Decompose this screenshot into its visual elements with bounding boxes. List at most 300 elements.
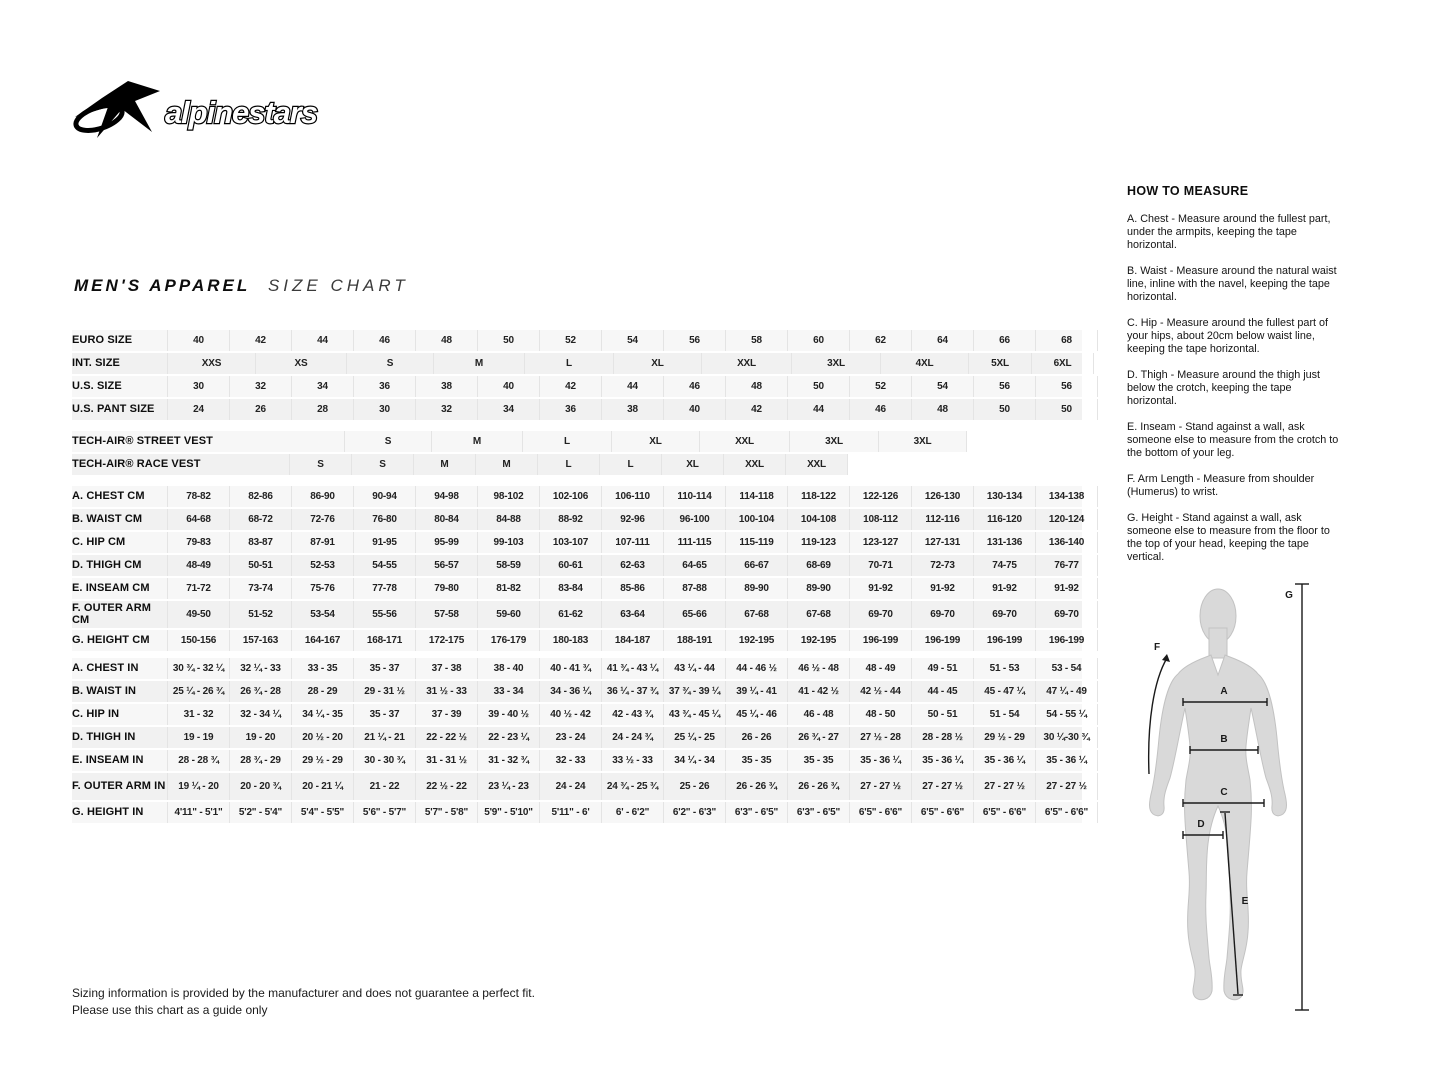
figure-label-c: C — [1220, 787, 1228, 798]
table-cell: 32 — [229, 376, 291, 397]
row-label: D. THIGH IN — [72, 730, 136, 743]
table-row — [72, 773, 1087, 800]
figure-label-b: B — [1220, 734, 1228, 745]
table-cell: 196-199 — [849, 630, 911, 651]
table-cell: 94-98 — [415, 486, 477, 507]
table-cell: 46 ½ - 48 — [787, 658, 849, 679]
table-cell: 54-55 — [353, 555, 415, 576]
table-cell: 40 — [167, 330, 229, 351]
table-cell: 5'7" - 5'8" — [415, 802, 477, 823]
table-cell: 49-50 — [167, 601, 229, 628]
table-cell: 5'9" - 5'10" — [477, 802, 539, 823]
table-cell: 77-78 — [353, 578, 415, 599]
table-cell: L — [522, 431, 611, 452]
table-cell: 56 — [1035, 376, 1098, 397]
table-cell: 91-92 — [973, 578, 1035, 599]
table-cell: 32 ¼ - 33 — [229, 658, 291, 679]
table-cell: 28 - 28 ½ — [911, 727, 973, 748]
table-cell: 92-96 — [601, 509, 663, 530]
table-cell: 6'3" - 6'5" — [725, 802, 787, 823]
figure-label-d: D — [1197, 819, 1205, 830]
table-cell: 48 — [415, 330, 477, 351]
table-cell: 69-70 — [911, 601, 973, 628]
table-row — [72, 727, 1090, 748]
row-label: A. CHEST IN — [72, 661, 139, 674]
table-cell: 73-74 — [229, 578, 291, 599]
table-cell: 22 ½ - 22 — [415, 773, 477, 800]
page-title — [74, 276, 409, 296]
table-cell: 52 — [849, 376, 911, 397]
table-cell: 30 - 30 ¾ — [353, 750, 415, 771]
table-cell: 188-191 — [663, 630, 725, 651]
table-row — [72, 353, 1082, 374]
row-label: U.S. SIZE — [72, 379, 122, 392]
table-cell: 69-70 — [1035, 601, 1098, 628]
table-cell: 95-99 — [415, 532, 477, 553]
table-cell: 42 — [229, 330, 291, 351]
table-cell: 5'6" - 5'7" — [353, 802, 415, 823]
table-cell: 69-70 — [849, 601, 911, 628]
table-cell: 33 - 34 — [477, 681, 539, 702]
page-title-primary: MEN'S APPAREL — [74, 276, 251, 295]
table-cell: 54 — [601, 330, 663, 351]
table-cell: 20 - 20 ¾ — [229, 773, 291, 800]
table-cell: 98-102 — [477, 486, 539, 507]
table-cell: 50 — [477, 330, 539, 351]
table-cell: 71-72 — [167, 578, 229, 599]
table-row — [72, 376, 1082, 397]
table-cell: 37 - 39 — [415, 704, 477, 725]
row-label: C. HIP IN — [72, 707, 120, 720]
row-label: U.S. PANT SIZE — [72, 402, 155, 415]
table-cell: 4XL — [880, 353, 968, 374]
table-cell: 79-80 — [415, 578, 477, 599]
table-cell: 184-187 — [601, 630, 663, 651]
table-cell: 118-122 — [787, 486, 849, 507]
table-row — [72, 330, 1082, 351]
table-cell: 48 - 49 — [849, 658, 911, 679]
table-cell: 107-111 — [601, 532, 663, 553]
table-cell: 83-87 — [229, 532, 291, 553]
table-cell: 52-53 — [291, 555, 353, 576]
table-cell: 6'3" - 6'5" — [787, 802, 849, 823]
table-cell: XL — [611, 431, 699, 452]
table-row — [72, 578, 1082, 599]
table-cell: 27 - 27 ½ — [1035, 773, 1098, 800]
table-cell: 26 - 26 — [725, 727, 787, 748]
table-cell: 50 - 51 — [911, 704, 973, 725]
empty-cell — [847, 454, 1092, 475]
table-cell: 30 ¼-30 ¾ — [1035, 727, 1098, 748]
table-cell: 21 ¼ - 21 — [353, 727, 415, 748]
table-cell: 168-171 — [353, 630, 415, 651]
table-cell: 24 - 24 — [539, 773, 601, 800]
table-cell: XXL — [785, 454, 847, 475]
row-label: TECH-AIR® RACE VEST — [72, 457, 201, 470]
table-cell: 28 - 29 — [291, 681, 353, 702]
row-label: G. HEIGHT IN — [72, 805, 144, 818]
table-cell: 52 — [539, 330, 601, 351]
table-cell: 36 — [353, 376, 415, 397]
table-cell: XXL — [723, 454, 785, 475]
measurement-figure — [1140, 572, 1440, 1022]
table-cell: 50 — [787, 376, 849, 397]
table-cell: 180-183 — [539, 630, 601, 651]
table-cell: 40 ½ - 42 — [539, 704, 601, 725]
table-cell: 103-107 — [539, 532, 601, 553]
table-cell: 127-131 — [911, 532, 973, 553]
alpinestars-star-icon — [73, 81, 160, 138]
table-cell: 126-130 — [911, 486, 973, 507]
table-cell: 36 — [539, 399, 601, 420]
table-cell: 35 - 36 ¼ — [849, 750, 911, 771]
row-label: B. WAIST IN — [72, 684, 137, 697]
table-cell: 67-68 — [787, 601, 849, 628]
table-cell: 43 ¾ - 45 ¼ — [663, 704, 725, 725]
table-cell: 25 ¼ - 25 — [663, 727, 725, 748]
table-cell: 19 ¼ - 20 — [167, 773, 229, 800]
footer-line-2: Please use this chart as a guide only — [72, 1003, 268, 1017]
empty-cell — [167, 431, 344, 452]
table-cell: 53 - 54 — [1035, 658, 1098, 679]
table-cell: 81-82 — [477, 578, 539, 599]
table-cell: 31 ½ - 33 — [415, 681, 477, 702]
how-to-measure-heading: HOW TO MEASURE — [1127, 184, 1249, 198]
table-cell: 25 - 26 — [663, 773, 725, 800]
table-cell: 67-68 — [725, 601, 787, 628]
table-cell: 123-127 — [849, 532, 911, 553]
table-cell: 63-64 — [601, 601, 663, 628]
table-cell: S — [351, 454, 413, 475]
table-cell: 111-115 — [663, 532, 725, 553]
table-row — [72, 802, 1089, 823]
table-cell: 130-134 — [973, 486, 1035, 507]
table-cell: 196-199 — [973, 630, 1035, 651]
table-cell: 25 ¼ - 26 ¾ — [167, 681, 229, 702]
table-cell: 48 — [911, 399, 973, 420]
table-cell: 28 ¾ - 29 — [229, 750, 291, 771]
table-cell: 35 - 36 ¼ — [973, 750, 1035, 771]
table-cell: L — [524, 353, 613, 374]
table-cell: 50-51 — [229, 555, 291, 576]
table-cell: 27 ½ - 28 — [849, 727, 911, 748]
table-cell: 35 - 36 ¼ — [911, 750, 973, 771]
table-cell: 37 ¾ - 39 ¼ — [663, 681, 725, 702]
table-cell: 29 ½ - 29 — [291, 750, 353, 771]
table-cell: 91-95 — [353, 532, 415, 553]
table-cell: 91-92 — [911, 578, 973, 599]
table-cell: 172-175 — [415, 630, 477, 651]
table-row — [72, 630, 1085, 651]
row-label: INT. SIZE — [72, 356, 120, 369]
row-label: E. INSEAM CM — [72, 581, 150, 594]
table-cell: 6XL — [1031, 353, 1094, 374]
table-cell: 34 ¼ - 35 — [291, 704, 353, 725]
table-cell: 76-77 — [1035, 555, 1098, 576]
table-cell: 26 ¾ - 27 — [787, 727, 849, 748]
table-cell: 61-62 — [539, 601, 601, 628]
table-cell: 6'5" - 6'6" — [849, 802, 911, 823]
table-cell: 41 ¾ - 43 ¼ — [601, 658, 663, 679]
table-cell: 45 - 47 ¼ — [973, 681, 1035, 702]
table-cell: 150-156 — [167, 630, 229, 651]
table-section-cm — [72, 486, 1085, 651]
table-cell: 41 - 42 ½ — [787, 681, 849, 702]
table-cell: 70-71 — [849, 555, 911, 576]
table-cell: 108-112 — [849, 509, 911, 530]
table-cell: 28 — [291, 399, 353, 420]
table-cell: 31 - 31 ½ — [415, 750, 477, 771]
table-cell: 196-199 — [1035, 630, 1098, 651]
table-cell: 79-83 — [167, 532, 229, 553]
table-cell: 99-103 — [477, 532, 539, 553]
table-cell: XL — [661, 454, 723, 475]
table-cell: 6'5" - 6'6" — [1035, 802, 1098, 823]
table-cell: 32 - 34 ¼ — [229, 704, 291, 725]
table-section-sizes — [72, 330, 1082, 420]
table-cell: 58 — [725, 330, 787, 351]
table-cell: 88-92 — [539, 509, 601, 530]
table-row — [72, 555, 1082, 576]
table-cell: 24 — [167, 399, 229, 420]
table-cell: 74-75 — [973, 555, 1035, 576]
how-to-measure-item: E. Inseam - Stand against a wall, ask someone else to measure from the crotch to the bottom of your leg. — [1127, 421, 1339, 459]
table-cell: 115-119 — [725, 532, 787, 553]
table-cell: 196-199 — [911, 630, 973, 651]
table-cell: 39 - 40 ½ — [477, 704, 539, 725]
table-cell: 19 - 19 — [167, 727, 229, 748]
table-cell: 3XL — [791, 353, 880, 374]
table-cell: 42 — [725, 399, 787, 420]
table-cell: 26 — [229, 399, 291, 420]
table-cell: 56 — [973, 376, 1035, 397]
table-cell: 90-94 — [353, 486, 415, 507]
table-cell: 83-84 — [539, 578, 601, 599]
table-cell: 27 - 27 ½ — [911, 773, 973, 800]
table-cell: 78-82 — [167, 486, 229, 507]
table-cell: 40 — [663, 399, 725, 420]
table-cell: 60-61 — [539, 555, 601, 576]
table-cell: 89-90 — [787, 578, 849, 599]
table-cell: 64-65 — [663, 555, 725, 576]
table-cell: 26 ¾ - 28 — [229, 681, 291, 702]
row-label: B. WAIST CM — [72, 512, 143, 525]
table-cell: M — [413, 454, 475, 475]
table-cell: 91-92 — [849, 578, 911, 599]
table-cell: M — [431, 431, 522, 452]
figure-label-f: F — [1153, 642, 1161, 653]
table-cell: 55-56 — [353, 601, 415, 628]
how-to-measure-panel — [1127, 184, 1342, 577]
table-cell: 44 — [291, 330, 353, 351]
table-row — [72, 454, 1082, 475]
table-cell: 27 - 27 ½ — [973, 773, 1035, 800]
row-label: E. INSEAM IN — [72, 753, 144, 766]
table-cell: 65-66 — [663, 601, 725, 628]
table-cell: 27 - 27 ½ — [849, 773, 911, 800]
table-cell: 84-88 — [477, 509, 539, 530]
table-cell: 34 — [291, 376, 353, 397]
table-cell: 48-49 — [167, 555, 229, 576]
table-cell: 116-120 — [973, 509, 1035, 530]
table-cell: M — [433, 353, 524, 374]
table-cell: 5'4" - 5'5" — [291, 802, 353, 823]
table-cell: S — [346, 353, 433, 374]
table-cell: 51-52 — [229, 601, 291, 628]
table-cell: 31 - 32 ¾ — [477, 750, 539, 771]
table-cell: 44 — [601, 376, 663, 397]
table-cell: 40 - 41 ¾ — [539, 658, 601, 679]
table-row — [72, 601, 1082, 628]
row-label: C. HIP CM — [72, 535, 126, 548]
how-to-measure-items — [1127, 213, 1342, 564]
table-cell: 86-90 — [291, 486, 353, 507]
table-cell: 38 - 40 — [477, 658, 539, 679]
table-cell: 42 - 43 ¾ — [601, 704, 663, 725]
table-cell: 3XL — [878, 431, 966, 452]
row-label: TECH-AIR® STREET VEST — [72, 434, 213, 447]
figure-label-a: A — [1220, 686, 1228, 697]
table-cell: 48 — [725, 376, 787, 397]
table-row — [72, 750, 1087, 771]
table-cell: 23 ¼ - 23 — [477, 773, 539, 800]
row-label: F. OUTER ARM IN — [72, 779, 166, 792]
table-row — [72, 486, 1085, 507]
table-cell: 35 - 35 — [725, 750, 787, 771]
table-cell: 35 - 37 — [353, 658, 415, 679]
how-to-measure-item: D. Thigh - Measure around the thigh just below the crotch, keeping the tape horizontal. — [1127, 369, 1321, 407]
table-cell: 76-80 — [353, 509, 415, 530]
table-cell: 34 — [477, 399, 539, 420]
table-cell: XXL — [701, 353, 791, 374]
table-cell: 30 — [167, 376, 229, 397]
table-cell: 40 — [477, 376, 539, 397]
table-cell: 43 ¼ - 44 — [663, 658, 725, 679]
body-silhouette-icon — [1150, 589, 1287, 1000]
table-cell: 37 - 38 — [415, 658, 477, 679]
table-cell: 72-73 — [911, 555, 973, 576]
table-cell: 157-163 — [229, 630, 291, 651]
table-cell: 68-72 — [229, 509, 291, 530]
table-cell: 33 ½ - 33 — [601, 750, 663, 771]
table-cell: 60 — [787, 330, 849, 351]
table-cell: 75-76 — [291, 578, 353, 599]
table-cell: S — [344, 431, 431, 452]
table-cell: 59-60 — [477, 601, 539, 628]
table-cell: 29 - 31 ½ — [353, 681, 415, 702]
table-section-tech — [72, 431, 1082, 475]
table-cell: 96-100 — [663, 509, 725, 530]
table-cell: XXL — [699, 431, 789, 452]
table-cell: 91-92 — [1035, 578, 1098, 599]
table-cell: XS — [255, 353, 346, 374]
table-row — [72, 658, 1082, 679]
table-cell: 44 — [787, 399, 849, 420]
table-cell: 131-136 — [973, 532, 1035, 553]
table-cell: 19 - 20 — [229, 727, 291, 748]
how-to-measure-item: B. Waist - Measure around the natural waist line, inline with the navel, keeping the tape horizontal. — [1127, 265, 1337, 303]
figure-label-g: G — [1285, 590, 1293, 601]
table-cell: 89-90 — [725, 578, 787, 599]
how-to-measure-item: C. Hip - Measure around the fullest part of your hips, about 20cm below waist line, keeping the tape horizontal. — [1127, 317, 1329, 355]
table-cell: 6' - 6'2" — [601, 802, 663, 823]
figure-label-e: E — [1241, 896, 1249, 907]
table-cell: 36 ¼ - 37 ¾ — [601, 681, 663, 702]
table-cell: 38 — [601, 399, 663, 420]
footer-line-1: Sizing information is provided by the manufacturer and does not guarantee a perfect fit. — [72, 986, 535, 1000]
table-row — [72, 681, 1087, 702]
table-row — [72, 532, 1085, 553]
table-cell: 22 - 22 ½ — [415, 727, 477, 748]
table-cell: 6'2" - 6'3" — [663, 802, 725, 823]
table-cell: 51 - 54 — [973, 704, 1035, 725]
table-cell: S — [289, 454, 351, 475]
row-label: A. CHEST CM — [72, 489, 145, 502]
table-cell: 22 - 23 ¼ — [477, 727, 539, 748]
table-cell: 66 — [973, 330, 1035, 351]
table-cell: 69-70 — [973, 601, 1035, 628]
table-cell: 5XL — [968, 353, 1031, 374]
how-to-measure-item: G. Height - Stand against a wall, ask someone else to measure from the floor to the top of your head, keeping the tape vertical. — [1127, 512, 1330, 563]
table-cell: 66-67 — [725, 555, 787, 576]
table-cell: 102-106 — [539, 486, 601, 507]
table-cell: 31 - 32 — [167, 704, 229, 725]
page-title-secondary: SIZE CHART — [267, 276, 409, 295]
size-table — [72, 330, 1090, 825]
table-cell: 192-195 — [725, 630, 787, 651]
table-cell: 176-179 — [477, 630, 539, 651]
table-cell: 51 - 53 — [973, 658, 1035, 679]
table-cell: 87-88 — [663, 578, 725, 599]
table-cell: 80-84 — [415, 509, 477, 530]
table-cell: 50 — [973, 399, 1035, 420]
table-row — [72, 704, 1087, 725]
table-cell: 68-69 — [787, 555, 849, 576]
table-cell: 82-86 — [229, 486, 291, 507]
table-row — [72, 431, 1082, 452]
table-cell: 44 - 45 — [911, 681, 973, 702]
table-cell: 30 ¾ - 32 ¼ — [167, 658, 229, 679]
table-cell: 62 — [849, 330, 911, 351]
table-cell: 20 - 21 ¼ — [291, 773, 353, 800]
table-cell: 87-91 — [291, 532, 353, 553]
table-cell: 32 - 33 — [539, 750, 601, 771]
table-cell: XXS — [167, 353, 255, 374]
table-cell: 54 — [911, 376, 973, 397]
table-cell: 112-116 — [911, 509, 973, 530]
table-cell: 35 - 35 — [787, 750, 849, 771]
alpinestars-wordmark: alpinestars — [165, 95, 318, 130]
table-cell: 56-57 — [415, 555, 477, 576]
table-cell: 45 ¼ - 46 — [725, 704, 787, 725]
table-cell: 34 - 36 ¼ — [539, 681, 601, 702]
table-cell: 29 ½ - 29 — [973, 727, 1035, 748]
how-to-measure-item: F. Arm Length - Measure from shoulder (Humerus) to wrist. — [1127, 473, 1315, 498]
table-cell: 64-68 — [167, 509, 229, 530]
table-cell: 47 ¼ - 49 — [1035, 681, 1098, 702]
table-cell: 136-140 — [1035, 532, 1098, 553]
table-cell: 5'2" - 5'4" — [229, 802, 291, 823]
table-cell: 134-138 — [1035, 486, 1098, 507]
table-cell: 164-167 — [291, 630, 353, 651]
table-cell: 57-58 — [415, 601, 477, 628]
table-cell: 20 ½ - 20 — [291, 727, 353, 748]
table-cell: 5'11" - 6' — [539, 802, 601, 823]
table-cell: L — [537, 454, 599, 475]
table-cell: 110-114 — [663, 486, 725, 507]
table-row — [72, 509, 1085, 530]
table-cell: 68 — [1035, 330, 1098, 351]
